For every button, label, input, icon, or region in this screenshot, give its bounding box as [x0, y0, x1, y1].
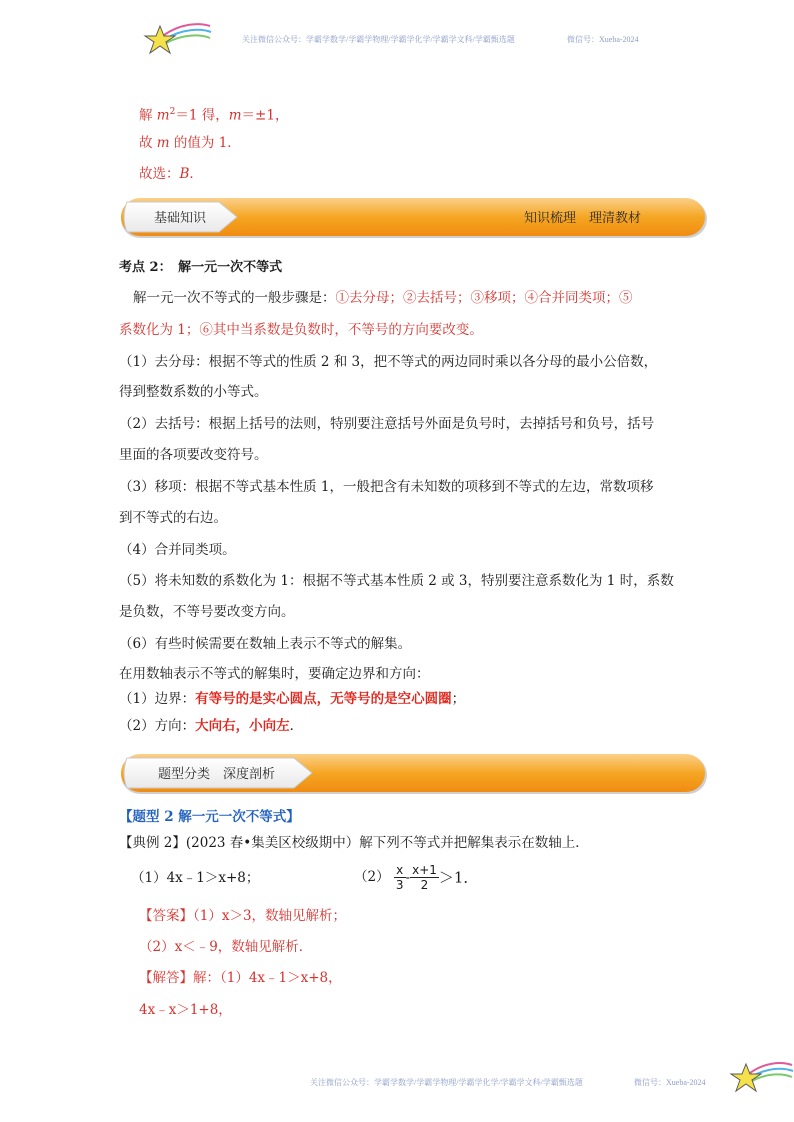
solution-line-1: 解 $m^2=1$ 得，m＝±1，: [139, 107, 289, 124]
solution-line-2: 故 m 的值为 1．: [139, 135, 241, 151]
example-line: 【典例 2】(2023 春•集美区校级期中）解下列不等式并把解集表示在数轴上．: [119, 835, 589, 851]
header-wechat: 微信号：Xueba-2024: [567, 35, 639, 44]
answer-line-1: 【答案】（1）x＞3，数轴见解析；: [139, 908, 347, 924]
question-2: （2） $\frac{x}{3}$ - $\frac{x+1}{2}$ ＞1．: [354, 863, 479, 892]
fraction-2: $\frac{x+1}{2}$: [412, 863, 437, 892]
solution-line-b: 4x﹣x＞1+8，: [139, 1002, 232, 1018]
banner-types-left: 题型分类 深度剖析: [158, 767, 276, 782]
step-5-line-2: 是负数，不等号要改变方向。: [119, 604, 295, 620]
step-1-line-2: 得到整数系数的小等式。: [119, 384, 268, 400]
solution-line-a: 【解答】解：（1）4x﹣1＞x+8，: [139, 970, 342, 986]
step-5-line-1: （5）将未知数的系数化为 1：根据不等式基本性质 2 或 3，特别要注意系数化为 1 时，系数: [119, 573, 674, 589]
banner-basics-right: 知识梳理 理清教材: [524, 211, 642, 226]
problem-type-title: 【题型 2 解一元一次不等式】: [119, 809, 300, 825]
fraction-1: $\frac{x}{3}$: [395, 863, 404, 892]
banner-basics-left: 基础知识: [154, 211, 207, 226]
step-3-line-2: 到不等式的右边。: [119, 510, 227, 526]
point-intro-line-1: 解一元一次不等式的一般步骤是：①去分母；②去括号；③移项；④合并同类项；⑤: [133, 290, 633, 306]
header-text: 关注微信公众号：学霸学数学/学霸学物理/学霸学化学/学霸学文科/学霸甄选题: [242, 35, 515, 44]
step-3-line-1: （3）移项：根据不等式基本性质 1，一般把含有未知数的项移到不等式的左边，常数项移: [119, 479, 654, 495]
step-4: （4）合并同类项。: [119, 542, 236, 558]
step-2-line-2: 里面的各项要改变符号。: [119, 447, 268, 463]
boundary-note: （1）边界：有等号的是实心圆点，无等号的是空心圆圈；: [119, 691, 466, 707]
solution-line-3: 故选：B．: [139, 166, 203, 182]
step-1-line-1: （1）去分母：根据不等式的性质 2 和 3，把不等式的两边同时乘以各分母的最小公倍数，: [119, 354, 658, 370]
question-1: （1）4x﹣1＞x+8；: [131, 870, 260, 886]
footer-text: 关注微信公众号：学霸学数学/学霸学物理/学霸学化学/学霸学文科/学霸甄选题: [310, 1078, 583, 1087]
point-title: 考点 2： 解一元一次不等式: [119, 260, 283, 275]
number-line-note: 在用数轴表示不等式的解集时，要确定边界和方向：: [119, 666, 430, 682]
footer-wechat: 微信号：Xueba-2024: [634, 1078, 706, 1087]
answer-line-2: （2）x＜﹣9，数轴见解析．: [139, 939, 313, 955]
star-logo-icon: [728, 1058, 794, 1098]
star-logo-icon: [140, 20, 215, 60]
step-2-line-1: （2）去括号：根据上括号的法则，特别要注意括号外面是负号时，去掉括号和负号，括号: [119, 416, 655, 432]
point-intro-line-2: 系数化为 1；⑥其中当系数是负数时，不等号的方向要改变。: [119, 322, 483, 338]
step-6: （6）有些时候需要在数轴上表示不等式的解集。: [119, 636, 412, 652]
direction-note: （2）方向：大向右，小向左．: [119, 718, 304, 734]
